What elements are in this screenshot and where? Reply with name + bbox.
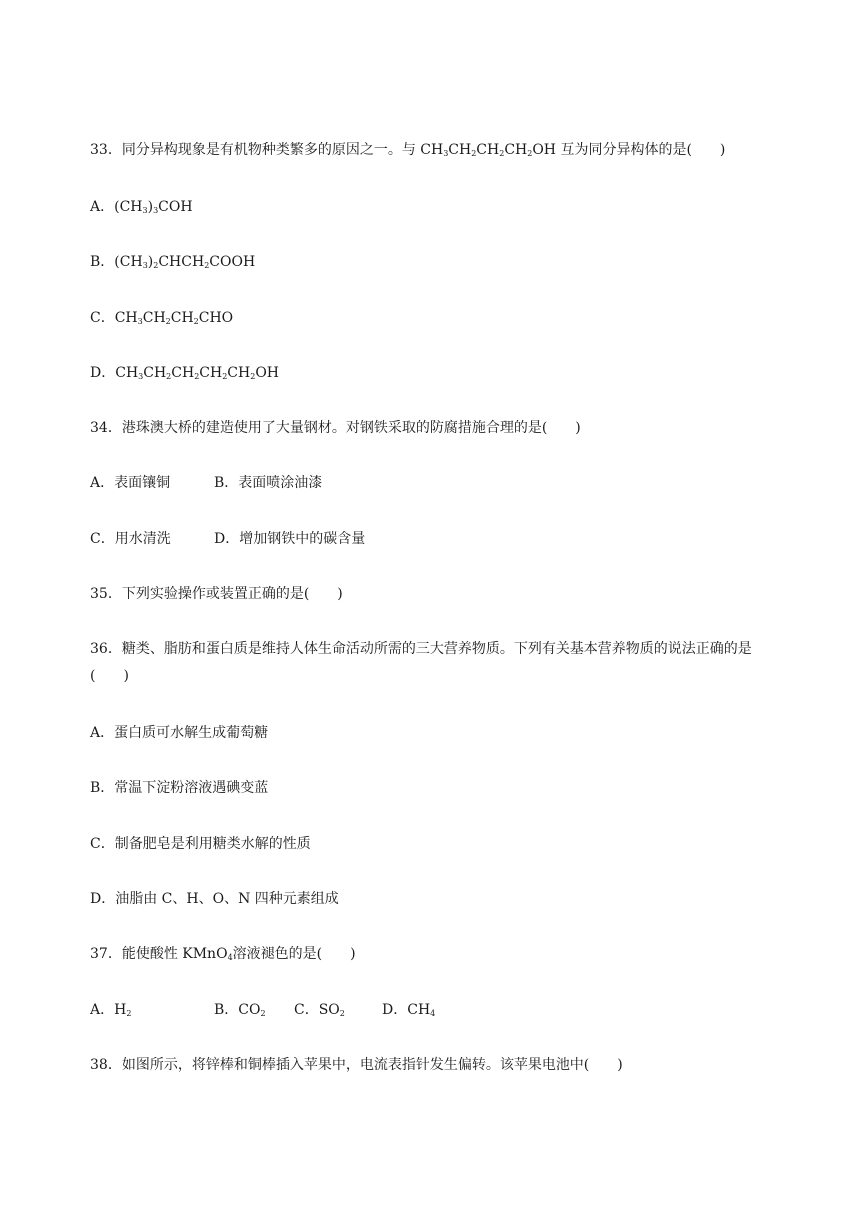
formula bbox=[182, 946, 232, 962]
question-37-option-a: A．$H_2$ bbox=[90, 1002, 132, 1018]
formula-subscript: 2 bbox=[527, 149, 533, 158]
formula-text: CHCH bbox=[158, 254, 205, 270]
formula-text: COH bbox=[158, 199, 193, 215]
question-37-option-d: D．$CH_4$ bbox=[382, 1002, 436, 1018]
question-35-stem: 35．下列实验操作或装置正确的是( ) bbox=[90, 586, 343, 602]
formula-text: CH bbox=[115, 365, 139, 381]
question-34-options-row-2 bbox=[90, 530, 365, 548]
question-33-option-b: B．$(CH_3)_2CHCH_2COOH$ bbox=[90, 254, 256, 270]
formula-text: (CH bbox=[114, 254, 143, 270]
question-33-option-c: C．$CH_3CH_2CH_2CHO$ bbox=[90, 310, 234, 326]
formula-subscript: 3 bbox=[138, 372, 144, 381]
question-37-options-row bbox=[90, 1001, 435, 1019]
question-34-option-a: A．表面镶铜 bbox=[90, 475, 171, 491]
formula bbox=[114, 1002, 131, 1018]
formula-subscript: 4 bbox=[227, 953, 233, 962]
formula-subscript: 3 bbox=[142, 206, 148, 215]
formula-text: CH bbox=[448, 142, 472, 158]
formula-subscript: 4 bbox=[430, 1009, 436, 1018]
formula-text: OH bbox=[532, 142, 557, 158]
formula-text: CH bbox=[171, 365, 195, 381]
formula-text: OH bbox=[255, 365, 279, 381]
formula-text: CH bbox=[420, 142, 444, 158]
question-36-option-a: A．蛋白质可水解生成葡萄糖 bbox=[90, 725, 269, 741]
formula-subscript: 2 bbox=[471, 149, 477, 158]
formula-text: ) bbox=[147, 254, 154, 270]
question-34-option-c: C．用水清洗 bbox=[90, 531, 171, 547]
question-33-stem: 33．同分异构现象是有机物种类繁多的原因之一。与 $CH_3CH_2CH_2CH_2OH$ 互为同分异构体的是( ) bbox=[90, 142, 726, 158]
question-34-options-row-1 bbox=[90, 474, 322, 492]
question-33-option-a: A．$(CH_3)_3COH$ bbox=[90, 199, 193, 215]
formula-subscript: 2 bbox=[204, 261, 210, 270]
formula-subscript: 2 bbox=[339, 1009, 345, 1018]
formula-text: CH bbox=[227, 365, 251, 381]
formula-text: CH bbox=[407, 1002, 431, 1018]
formula-text: CH bbox=[114, 310, 138, 326]
formula-text: (CH bbox=[114, 199, 143, 215]
question-36-option-b: B．常温下淀粉溶液遇碘变蓝 bbox=[90, 780, 269, 796]
formula bbox=[115, 310, 233, 326]
formula-text: CO bbox=[238, 1002, 261, 1018]
formula-text: CH bbox=[142, 310, 166, 326]
formula-subscript: 2 bbox=[194, 372, 200, 381]
formula-subscript: 3 bbox=[443, 149, 449, 158]
question-36-option-c: C．制备肥皂是利用糖类水解的性质 bbox=[90, 836, 311, 852]
formula-text: CH bbox=[199, 365, 223, 381]
formula-subscript: 2 bbox=[222, 372, 228, 381]
question-38-stem: 38．如图所示，将锌棒和铜棒插入苹果中，电流表指针发生偏转。该苹果电池中( ) bbox=[90, 1057, 623, 1073]
formula bbox=[319, 1002, 345, 1018]
formula-text: CHO bbox=[198, 310, 234, 326]
formula-text: CH bbox=[143, 365, 167, 381]
question-34-option-b: B．表面喷涂油漆 bbox=[214, 475, 323, 491]
formula bbox=[420, 142, 556, 158]
formula-text: ) bbox=[147, 199, 154, 215]
formula bbox=[114, 199, 192, 215]
formula bbox=[238, 1002, 265, 1018]
formula-subscript: 2 bbox=[126, 1009, 132, 1018]
formula-subscript: 2 bbox=[166, 372, 172, 381]
formula-subscript: 2 bbox=[260, 1009, 266, 1018]
formula-subscript: 3 bbox=[142, 261, 148, 270]
formula-text: SO bbox=[318, 1002, 340, 1018]
formula-text: COOH bbox=[209, 254, 256, 270]
question-37-option-c: C．$SO_2$ bbox=[294, 1002, 345, 1018]
question-37-stem: 37．能使酸性 KMnO$_4$溶液褪色的是( ) bbox=[90, 946, 356, 962]
formula bbox=[114, 254, 255, 270]
formula-subscript: 3 bbox=[153, 206, 159, 215]
formula-subscript: 2 bbox=[193, 317, 199, 326]
formula bbox=[115, 365, 279, 381]
formula-text: CH bbox=[476, 142, 500, 158]
formula-subscript: 3 bbox=[137, 317, 143, 326]
formula-subscript: 2 bbox=[165, 317, 171, 326]
question-36-stem: 36．糖类、脂肪和蛋白质是维持人体生命活动所需的三大营养物质。下列有关基本营养物质的说法正确的是( ) bbox=[90, 641, 752, 684]
formula-subscript: 2 bbox=[250, 372, 256, 381]
question-37-option-b: B．$CO_2$ bbox=[214, 1002, 266, 1018]
formula-text: CH bbox=[170, 310, 194, 326]
formula-text: CH bbox=[504, 142, 528, 158]
formula bbox=[407, 1002, 435, 1018]
formula-text: H bbox=[114, 1002, 127, 1018]
question-33-option-d: D．$CH_3CH_2CH_2CH_2CH_2OH$ bbox=[90, 365, 279, 381]
question-34-option-d: D．增加钢铁中的碳含量 bbox=[214, 531, 366, 547]
formula-subscript: 2 bbox=[499, 149, 505, 158]
question-34-stem: 34．港珠澳大桥的建造使用了大量钢材。对钢铁采取的防腐措施合理的是( ) bbox=[90, 420, 581, 436]
formula-subscript: 2 bbox=[153, 261, 159, 270]
question-36-option-d: D．油脂由 C、H、O、N 四种元素组成 bbox=[90, 891, 339, 907]
formula-text: KMnO bbox=[182, 946, 228, 962]
